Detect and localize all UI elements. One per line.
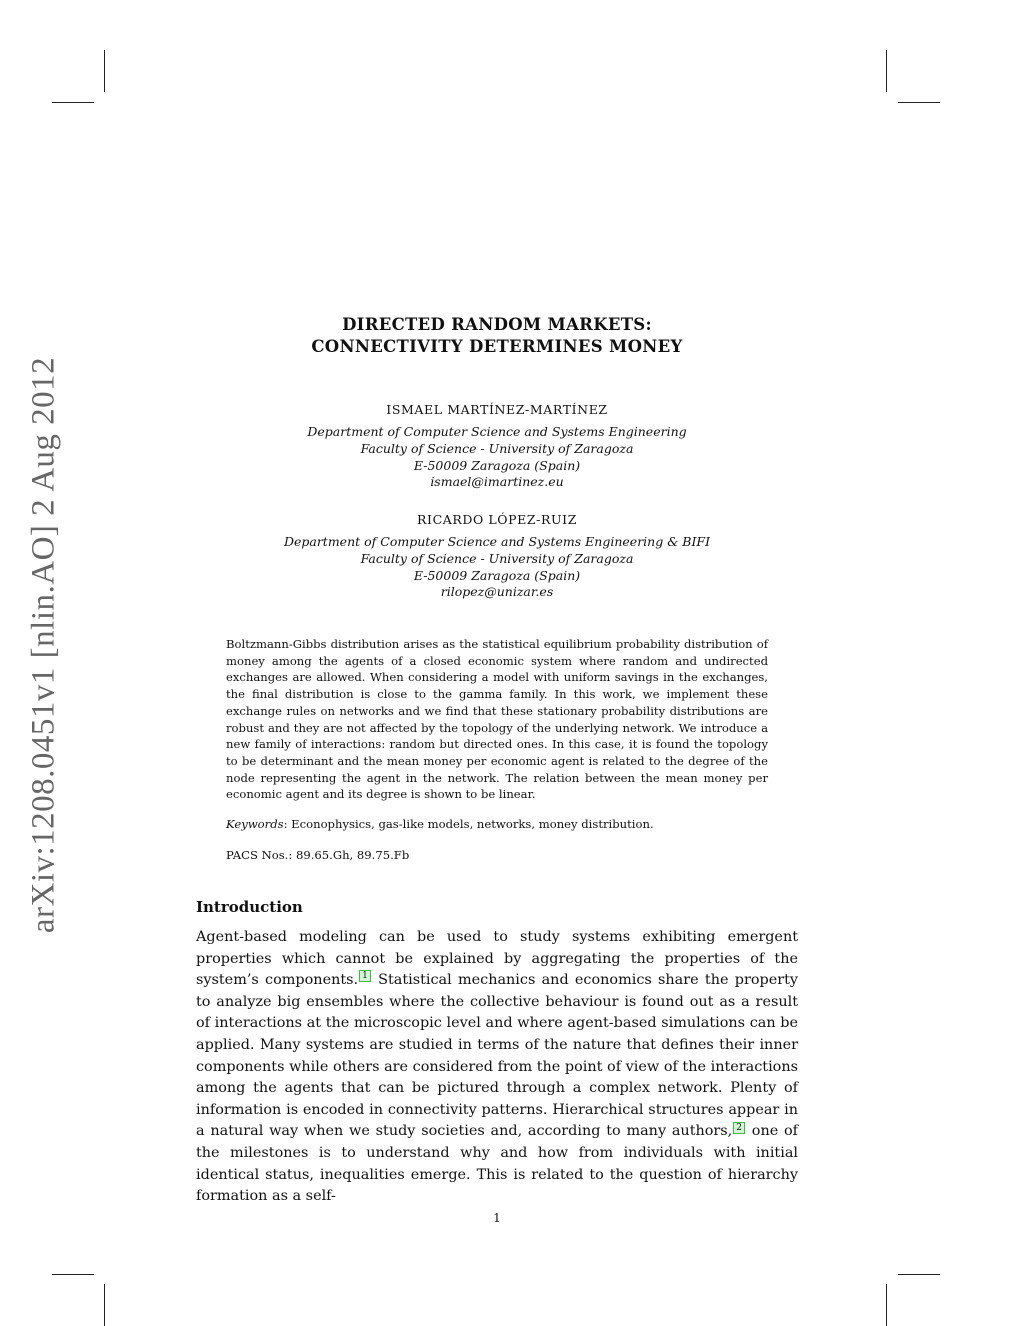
keywords-label: Keywords [226,817,284,831]
affiliation-line: E-50009 Zaragoza (Spain) [413,457,581,473]
crop-mark [886,50,887,92]
affiliation-line: Faculty of Science - University of Zaragoza [360,550,634,566]
intro-paragraph [196,927,798,1208]
page-number: 1 [493,1211,501,1225]
intro-text: Agent-based modeling can be used to study systems exhibiting emergent properties which cannot be explained by aggregating the properties of the system’s components. [196,929,798,989]
author-email[interactable]: ismael@imartinez.eu [430,474,564,490]
footnote-link[interactable]: 2 [733,1122,745,1134]
crop-mark [898,102,940,103]
keywords [226,817,768,831]
title-line-1: DIRECTED RANDOM MARKETS: [342,315,652,334]
footnote-link[interactable]: 1 [359,970,371,982]
paper-title [196,314,798,358]
affiliation-line: Faculty of Science - University of Zaragoza [360,440,634,456]
affiliation-line: Department of Computer Science and Systems Engineering [307,424,687,439]
abstract: Boltzmann-Gibbs distribution arises as the statistical equilibrium probability distribution of money among the agents of a closed economic system where random and undirected exchanges are allowed. When considering a model with uniform savings in the exchanges, the final distribution is close to the gamma family. In this work, we implement these exchange rules on networks and we find that these stationary probability distributions are robust and they are not affected by the topology of the underlying network. We introduce a new family of interactions: random but directed ones. In this case, it is found the topology to be determinant and the mean money per economic agent is related to the degree of the node representing the agent in the network. The relation between the mean money per economic agent and its degree is shown to be linear. [226,637,768,802]
affiliation-line: Department of Computer Science and Systems Engineering & BIFI [283,534,711,549]
arxiv-id: arXiv:1208.0451v1 [nlin.AO] 2 Aug 2012 [25,356,62,934]
section-heading: Introduction [196,898,303,916]
author-affiliation [196,424,798,491]
keywords-text: : Econophysics, gas-like models, networks, money distribution. [283,817,654,831]
author-affiliation [196,534,798,601]
author-name: ISMAEL MARTÍNEZ-MARTÍNEZ [386,402,608,417]
crop-mark [898,1274,940,1275]
pacs-numbers: PACS Nos.: 89.65.Gh, 89.75.Fb [226,848,410,862]
intro-text: one of the milestones is to understand why and how from individuals with initial identical status, inequalities emerge. This is related to the question of hierarchy formation as a self- [196,1123,798,1205]
crop-mark [104,1284,105,1326]
crop-mark [52,1274,94,1275]
crop-mark [104,50,105,92]
affiliation-line: E-50009 Zaragoza (Spain) [413,567,581,583]
intro-text: Statistical mechanics and economics share the property to analyze big ensembles where the collective behaviour is found out as a result of interactions at the microscopic level and where agent-based simulations can be applied. Many systems are studied in terms of the nature that defines their inner components while others are considered from the point of view of the interactions among the agents that can be pictured through a complex network. Plenty of information is encoded in connectivity patterns. Hierarchical structures appear in a natural way when we study societies and, according to many authors, [196,972,799,1140]
author-name: RICARDO LÓPEZ-RUIZ [417,512,577,527]
arxiv-stamp [22,350,66,940]
crop-mark [52,102,94,103]
crop-mark [886,1284,887,1326]
author-email[interactable]: rilopez@unizar.es [440,584,554,600]
title-line-2: CONNECTIVITY DETERMINES MONEY [311,337,683,356]
